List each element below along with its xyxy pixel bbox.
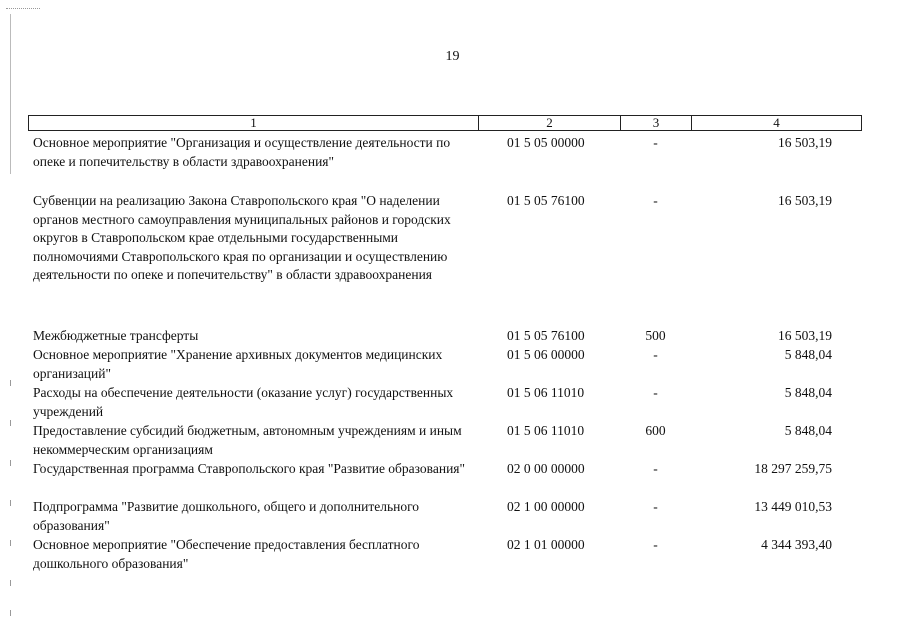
margin-tick	[10, 580, 11, 586]
margin-tick	[10, 610, 11, 616]
row-name: Основное мероприятие "Организация и осуществление деятельности по опеке и попечительству в области здравоохранения"	[33, 135, 451, 169]
row-sum: 16 503,19	[778, 135, 832, 150]
row-sum: 18 297 259,75	[754, 461, 832, 476]
header-col-1: 1	[29, 116, 479, 130]
row-sum: 5 848,04	[784, 385, 832, 400]
row-sum: 16 503,19	[778, 328, 832, 343]
row-name: Основное мероприятие "Обеспечение предоставления бесплатного дошкольного образования"	[33, 537, 420, 571]
row-name: Расходы на обеспечение деятельности (оказание услуг) государственных учреждений	[33, 385, 454, 419]
row-code: 01 5 05 76100	[507, 193, 585, 208]
row-code: 02 1 00 00000	[507, 499, 585, 514]
row-name: Субвенции на реализацию Закона Ставропольского края "О наделении органов местного самоуправления муниципальных районов и городских округов в Ставропольском крае отдельными государственными полномочиями Ставропольского края по организации и осуществлению деятельности по опеке и попечительству" в области здравоохранения	[33, 193, 451, 282]
scan-artifact	[6, 8, 40, 10]
row-type: -	[653, 347, 658, 362]
table-header	[28, 115, 862, 131]
margin-tick	[10, 380, 11, 386]
margin-line	[10, 14, 11, 174]
row-sum: 5 848,04	[784, 423, 832, 438]
row-type: -	[653, 461, 658, 476]
row-code: 01 5 06 11010	[507, 385, 585, 400]
row-code: 01 5 05 76100	[507, 328, 585, 343]
header-col-3: 3	[621, 116, 692, 130]
margin-tick	[10, 420, 11, 426]
row-type: -	[653, 537, 658, 552]
row-type: 500	[645, 328, 666, 343]
row-type: -	[653, 193, 658, 208]
row-type: -	[653, 385, 658, 400]
row-type: 600	[645, 423, 666, 438]
row-sum: 16 503,19	[778, 193, 832, 208]
row-code: 02 0 00 00000	[507, 461, 585, 476]
margin-tick	[10, 540, 11, 546]
row-sum: 4 344 393,40	[761, 537, 832, 552]
row-type: -	[653, 135, 658, 150]
row-name: Государственная программа Ставропольского края "Развитие образования"	[33, 461, 466, 476]
row-type: -	[653, 499, 658, 514]
page-number: 19	[445, 49, 460, 64]
row-sum: 13 449 010,53	[754, 499, 832, 514]
row-sum: 5 848,04	[784, 347, 832, 362]
header-col-2: 2	[479, 116, 621, 130]
row-code: 01 5 05 00000	[507, 135, 585, 150]
row-name: Подпрограмма "Развитие дошкольного, общего и дополнительного образования"	[33, 499, 420, 533]
row-name: Основное мероприятие "Хранение архивных документов медицинских организаций"	[33, 347, 443, 381]
row-code: 02 1 01 00000	[507, 537, 585, 552]
margin-tick	[10, 500, 11, 506]
header-col-4: 4	[773, 115, 780, 130]
row-name: Предоставление субсидий бюджетным, автономным учреждениям и иным некоммерческим организациям	[33, 423, 462, 457]
row-name: Межбюджетные трансферты	[33, 328, 199, 343]
row-code: 01 5 06 00000	[507, 347, 585, 362]
row-code: 01 5 06 11010	[507, 423, 585, 438]
margin-tick	[10, 460, 11, 466]
